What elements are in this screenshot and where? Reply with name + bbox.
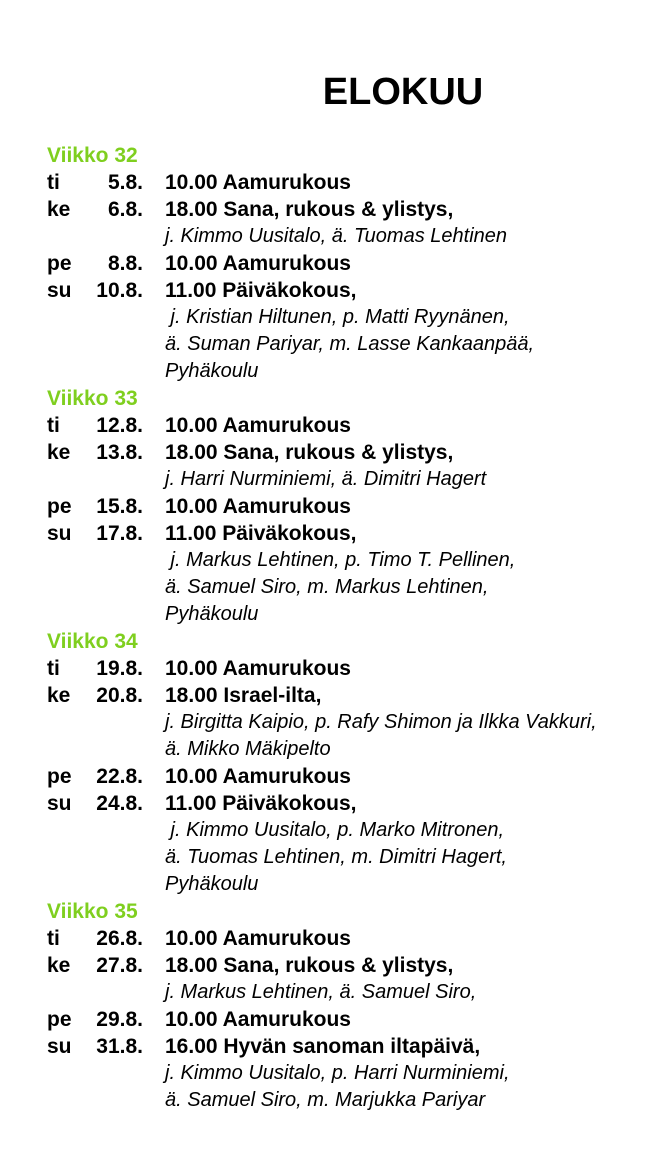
event-day: pe [47, 1008, 72, 1031]
event-day: su [47, 1035, 72, 1058]
event-date: 13.8. [96, 441, 143, 464]
event-title: 10.00 Aamurukous [165, 495, 351, 518]
event-main-line [47, 1033, 657, 1060]
event-title: 10.00 Aamurukous [165, 1008, 351, 1031]
event-day: pe [47, 765, 72, 788]
event-title: 10.00 Aamurukous [165, 252, 351, 275]
event-detail: j. Kimmo Uusitalo, p. Harri Nurminiemi, [165, 1062, 510, 1084]
event-title: 18.00 Sana, rukous & ylistys, [165, 198, 454, 221]
event-main-line [47, 655, 657, 682]
event-date: 24.8. [96, 792, 143, 815]
event-date: 17.8. [96, 522, 143, 545]
event-item [47, 196, 657, 250]
event-day: ti [47, 414, 60, 437]
event-day: ke [47, 684, 71, 707]
event-schedule [47, 142, 657, 1114]
event-detail: ä. Tuomas Lehtinen, m. Dimitri Hagert, [165, 846, 507, 868]
week-heading: Viikko 34 [47, 630, 138, 653]
event-item [47, 790, 657, 898]
event-item [47, 655, 657, 682]
week-section [47, 142, 657, 385]
event-item [47, 682, 657, 763]
event-date: 27.8. [96, 954, 143, 977]
event-item [47, 952, 657, 1006]
event-title: 11.00 Päiväkokous, [165, 279, 357, 302]
event-detail: Pyhäkoulu [165, 603, 259, 625]
event-detail: j. Kimmo Uusitalo, ä. Tuomas Lehtinen [165, 225, 508, 247]
week-heading: Viikko 33 [47, 387, 138, 410]
event-title: 10.00 Aamurukous [165, 414, 351, 437]
event-detail: ä. Mikko Mäkipelto [165, 738, 331, 760]
event-item [47, 1006, 657, 1033]
event-detail: ä. Samuel Siro, m. Marjukka Pariyar [165, 1089, 486, 1111]
event-item [47, 277, 657, 385]
event-main-line [47, 439, 657, 466]
event-day: ke [47, 198, 71, 221]
event-day: su [47, 792, 72, 815]
event-date: 8.8. [107, 252, 143, 275]
event-item [47, 169, 657, 196]
event-day: ti [47, 927, 60, 950]
week-section [47, 628, 657, 898]
event-item [47, 439, 657, 493]
event-main-line [47, 790, 657, 817]
event-day: ti [47, 657, 60, 680]
event-title: 16.00 Hyvän sanoman iltapäivä, [165, 1035, 481, 1058]
week-section [47, 385, 657, 628]
event-day: pe [47, 495, 72, 518]
event-date: 12.8. [96, 414, 143, 437]
week-heading: Viikko 35 [47, 900, 138, 923]
event-item [47, 412, 657, 439]
event-main-line [47, 952, 657, 979]
event-main-line [47, 925, 657, 952]
event-main-line [47, 493, 657, 520]
event-title: 10.00 Aamurukous [165, 927, 351, 950]
event-date: 31.8. [96, 1035, 143, 1058]
event-detail: ä. Samuel Siro, m. Markus Lehtinen, [165, 576, 489, 598]
event-title: 18.00 Israel-ilta, [165, 684, 322, 707]
event-date: 20.8. [96, 684, 143, 707]
event-date: 29.8. [96, 1008, 143, 1031]
event-title: 11.00 Päiväkokous, [165, 522, 357, 545]
event-date: 6.8. [107, 198, 143, 221]
event-item [47, 493, 657, 520]
event-detail: j. Markus Lehtinen, ä. Samuel Siro, [165, 981, 477, 1003]
event-title: 10.00 Aamurukous [165, 765, 351, 788]
event-detail: j. Kimmo Uusitalo, p. Marko Mitronen, [165, 819, 504, 841]
event-title: 18.00 Sana, rukous & ylistys, [165, 441, 454, 464]
event-detail: j. Kristian Hiltunen, p. Matti Ryynänen, [165, 306, 510, 328]
event-date: 10.8. [96, 279, 143, 302]
event-detail: j. Birgitta Kaipio, p. Rafy Shimon ja Ilkka Vakkuri, [165, 711, 597, 733]
event-item [47, 250, 657, 277]
week-heading: Viikko 32 [47, 144, 138, 167]
event-item [47, 763, 657, 790]
event-detail: Pyhäkoulu [165, 873, 259, 895]
event-main-line [47, 196, 657, 223]
event-day: ke [47, 441, 71, 464]
event-day: ti [47, 171, 60, 194]
event-main-line [47, 277, 657, 304]
event-date: 19.8. [96, 657, 143, 680]
event-detail: ä. Suman Pariyar, m. Lasse Kankaanpää, [165, 333, 535, 355]
event-title: 10.00 Aamurukous [165, 657, 351, 680]
event-item [47, 1033, 657, 1114]
event-day: pe [47, 252, 72, 275]
event-day: ke [47, 954, 71, 977]
event-title: 10.00 Aamurukous [165, 171, 351, 194]
event-date: 22.8. [96, 765, 143, 788]
event-date: 26.8. [96, 927, 143, 950]
event-day: su [47, 522, 72, 545]
event-detail: Pyhäkoulu [165, 360, 259, 382]
event-item [47, 520, 657, 628]
week-section [47, 898, 657, 1114]
event-title: 18.00 Sana, rukous & ylistys, [165, 954, 454, 977]
event-main-line [47, 520, 657, 547]
event-main-line [47, 169, 657, 196]
event-day: su [47, 279, 72, 302]
event-title: 11.00 Päiväkokous, [165, 792, 357, 815]
event-main-line [47, 412, 657, 439]
event-date: 5.8. [107, 171, 143, 194]
page-title: ELOKUU [322, 71, 484, 113]
event-main-line [47, 250, 657, 277]
event-main-line [47, 1006, 657, 1033]
event-date: 15.8. [96, 495, 143, 518]
event-main-line [47, 682, 657, 709]
event-detail: j. Harri Nurminiemi, ä. Dimitri Hagert [165, 468, 487, 490]
event-detail: j. Markus Lehtinen, p. Timo T. Pellinen, [165, 549, 516, 571]
event-item [47, 925, 657, 952]
event-main-line [47, 763, 657, 790]
